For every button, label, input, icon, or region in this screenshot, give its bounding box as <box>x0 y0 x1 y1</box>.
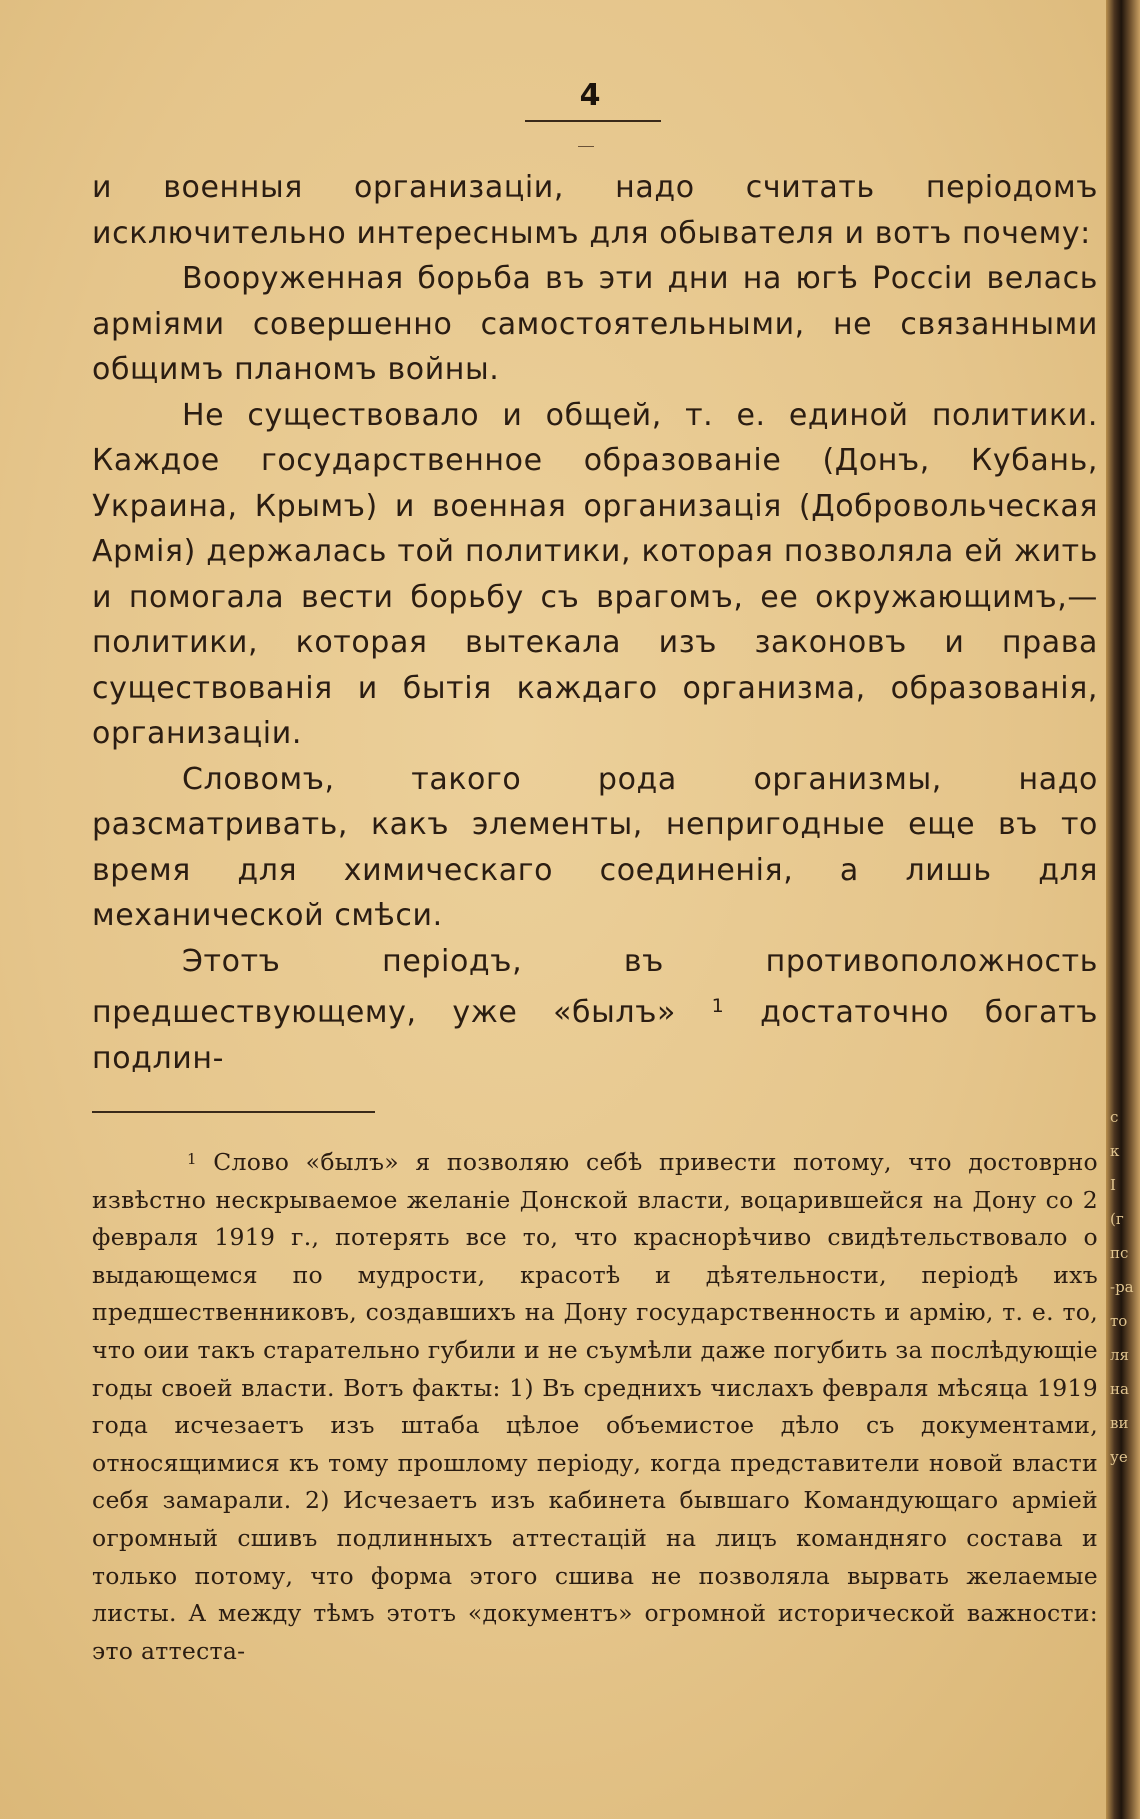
footnote <box>92 1141 1098 1670</box>
paragraph: Не существовало и общей, т. е. единой политики. Каждое государственное образованіе (Донъ, Кубань, Украина, Крымъ) и военная организація (Добровольческая Армія) держалась той политики, которая позволяла ей жить и помогала вести борьбу съ врагомъ, ее окружающимъ,—политики, которая вытекала изъ законовъ и права существованія и бытія каждаго организма, образованія, организаціи. <box>92 397 1098 751</box>
fragment: уе <box>1110 1448 1128 1466</box>
fragment: к <box>1110 1142 1120 1160</box>
footnote-marker: 1 <box>187 1150 197 1168</box>
footnote-reference: 1 <box>711 995 725 1017</box>
footnote-text: Слово «былъ» я позволяю себѣ привести потому, что достоврно извѣстно нескрываемое желаніе Донской власти, воцарившейся на Дону со 2 февраля 1919 г., потерять все то, что краснорѣчиво свидѣтельствовало о выдающемся по мудрости, красотѣ и дѣятельности, періодѣ ихъ предшественниковъ, создавшихъ на Дону государственность и армію, т. е. то, что оии такъ старательно губили и не съумѣли даже погубить за послѣдующіе годы своей власти. Вотъ факты: 1) Въ среднихъ числахъ февраля мѣсяца 1919 года исчезаетъ изъ штаба цѣлое объемистое дѣло съ документами, относящимися къ тому прошлому періоду, когда представители новой власти себя замарали. 2) Исчезаетъ изъ кабинета бывшаго Командующаго арміей огромный сшивъ подлинныхъ аттестацій на лицъ командняго состава и только потому, что форма этого сшива не позволяла вырвать желаемые листы. А между тѣмъ этотъ «документъ» огромной исторической важности: это аттеста- <box>92 1148 1098 1665</box>
page-number: 4 <box>579 78 601 113</box>
book-spine-shadow <box>1106 0 1140 1819</box>
fragment: ви <box>1110 1414 1129 1432</box>
fragment: -ра <box>1110 1278 1134 1296</box>
fragment: I <box>1110 1176 1116 1194</box>
paragraph-text-after-ref: достаточно богатъ подлин- <box>92 995 1099 1076</box>
fragment: на <box>1110 1380 1129 1398</box>
adjacent-page-fragments <box>1110 1100 1138 1474</box>
fragment: то <box>1110 1312 1128 1330</box>
footnote-paragraph <box>92 1141 1098 1670</box>
ornament-tick <box>578 146 594 147</box>
fragment: ля <box>1110 1346 1129 1364</box>
paragraph-text-before-ref: Этотъ періодъ, въ противоположность предшествующему, уже «былъ» <box>92 943 1098 1030</box>
fragment: (г <box>1110 1210 1124 1228</box>
page-number-rule <box>525 120 661 122</box>
main-text <box>92 165 1098 1081</box>
paragraph: Словомъ, такого рода организмы, надо разсматривать, какъ элементы, непригодные еще въ то время для химическаго соединенія, а лишь для механической смѣси. <box>92 761 1098 933</box>
fragment: пс <box>1110 1244 1129 1262</box>
paragraph-continued: и военныя организаціи, надо считать періодомъ исключительно интереснымъ для обывателя и вотъ почему: <box>92 170 1098 251</box>
footnote-separator <box>92 1111 375 1113</box>
paragraph-with-footnote-ref <box>92 939 1098 1082</box>
fragment: с <box>1110 1108 1119 1126</box>
paragraph: Вооруженная борьба въ эти дни на югѣ Россіи велась арміями совершенно самостоятельными, не связанными общимъ планомъ войны. <box>92 261 1098 387</box>
